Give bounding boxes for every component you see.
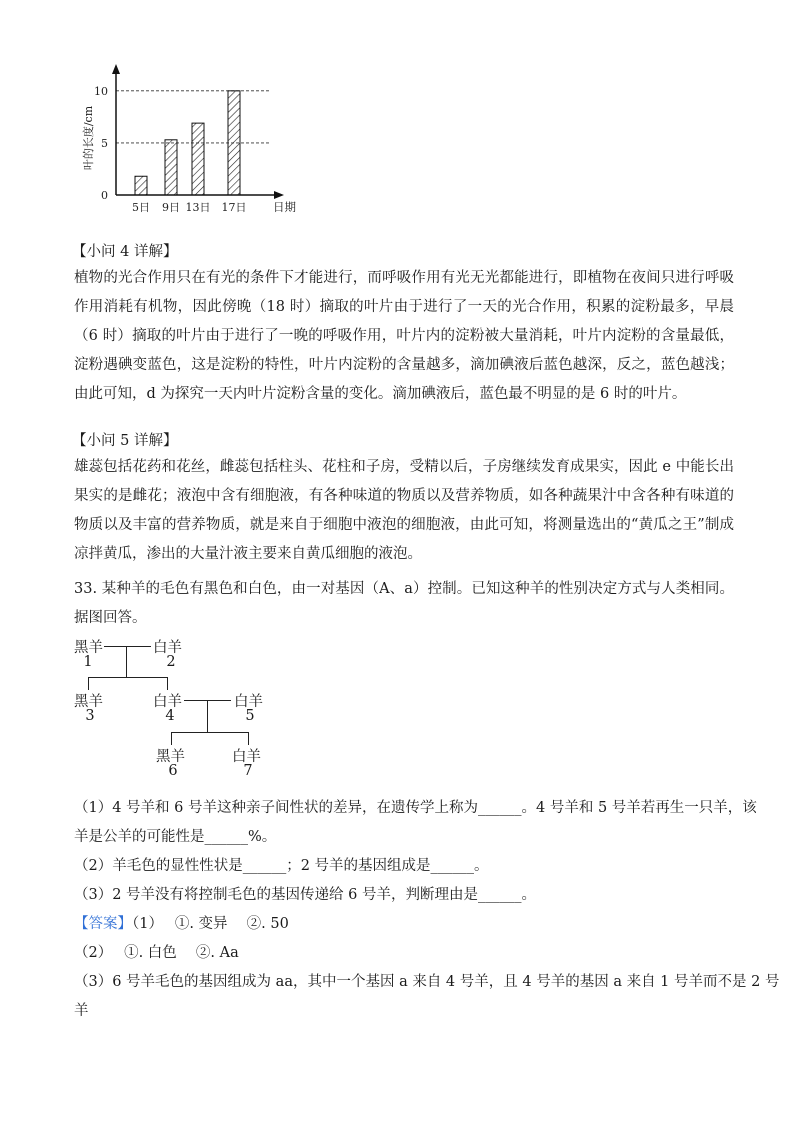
q33-stem: 33. 某种羊的毛色有黑色和白色，由一对基因（A、a）控制。已知这种羊的性别决定方式与人类相同。据图回答。: [74, 581, 734, 626]
y-ticks: [94, 85, 108, 202]
y-axis-arrow: [112, 64, 120, 74]
pedigree-node-6-label: 黑羊: [156, 749, 185, 765]
q33-sub3: （3）2 号羊没有将控制毛色的基因传递给 6 号羊，判断理由是______。: [74, 887, 537, 903]
child-line-4: [167, 677, 168, 690]
bar-9日: [165, 140, 177, 195]
section4-heading: 【小问 4 详解】: [72, 244, 178, 260]
section5-heading: 【小问 5 详解】: [72, 433, 178, 449]
x-axis-label: 日期: [273, 200, 296, 214]
bar-17日: [228, 91, 240, 195]
answer-line-1: [74, 913, 289, 935]
pedigree-node-6-number: 6: [168, 763, 178, 779]
pedigree-node-1-number: 1: [83, 654, 93, 670]
mate-line-1-2: [104, 646, 151, 647]
pedigree-node-5-number: 5: [245, 708, 255, 724]
x-tick-label: 17日: [221, 201, 247, 214]
y-tick-label: 5: [101, 136, 108, 150]
x-tick-label: 9日: [162, 201, 180, 214]
y-tick-label: 10: [94, 84, 108, 98]
pedigree-node-3-label: 黑羊: [74, 694, 103, 710]
q33-sub1-line2: 羊是公羊的可能性是______%。: [74, 829, 277, 845]
pedigree-node-3-number: 3: [85, 708, 95, 724]
pedigree-node-5-label: 白羊: [234, 694, 263, 710]
bar-5日: [135, 176, 147, 195]
answer-part-2: （2） ①. 白色 ②. Aa: [74, 945, 239, 961]
x-tick-label: 5日: [132, 201, 150, 214]
x-axis-arrow: [274, 191, 284, 199]
sibling-line-6-7: [171, 732, 249, 733]
pedigree-node-2-label: 白羊: [153, 640, 182, 656]
sibling-line-3-4: [88, 677, 168, 678]
q33-sub1-line1: （1）4 号羊和 6 号羊这种亲子间性状的差异，在遗传学上称为______。4 号羊和 5 号羊若再生一只羊，该: [74, 800, 757, 816]
pedigree-node-4-label: 白羊: [153, 694, 182, 710]
descent-line-4-5: [207, 700, 208, 733]
bar-13日: [192, 123, 204, 195]
child-line-7: [248, 732, 249, 745]
pedigree-node-4-number: 4: [165, 708, 175, 724]
answer-part-3-line2: 羊: [74, 1003, 89, 1019]
x-tick-label: 13日: [185, 201, 211, 214]
child-line-3: [88, 677, 89, 690]
answer-tag: 【答案】: [74, 916, 132, 932]
y-axis-label: 叶的长度/cm: [82, 105, 95, 171]
answer-part-3-line1: （3）6 号羊毛色的基因组成为 aa，其中一个基因 a 来自 4 号羊，且 4 号羊的基因 a 来自 1 号羊而不是 2 号: [74, 974, 780, 990]
answer-part-1: （1） ①. 变异 ②. 50: [132, 916, 289, 932]
pedigree-node-7-number: 7: [243, 763, 253, 779]
leaf-length-bar-chart: [70, 58, 310, 223]
child-line-6: [171, 732, 172, 745]
section5-text: 雄蕊包括花药和花丝，雌蕊包括柱头、花柱和子房，受精以后，子房继续发育成果实，因此 e 中能长出果实的是雌花；液泡中含有细胞液，有各种味道的物质以及营养物质，如各种蔬果汁中含各种有味道的物质以及丰富的营养物质，就是来自于细胞中液泡的细胞液，由此可知，将测量选出的“黄瓜之王”制成凉拌黄瓜，渗出的大量汁液主要来自黄瓜细胞的液泡。: [74, 459, 734, 562]
pedigree-node-7-label: 白羊: [232, 749, 261, 765]
y-tick-label: 0: [101, 189, 108, 202]
section4-text: 植物的光合作用只在有光的条件下才能进行，而呼吸作用有光无光都能进行，即植物在夜间只进行呼吸作用消耗有机物，因此傍晚（18 时）摘取的叶片由于进行了一天的光合作用，积累的淀粉最多，早晨（6 时）摘取的叶片由于进行了一晚的呼吸作用，叶片内的淀粉被大量消耗，叶片内淀粉的含量最低，淀粉遇碘变蓝色，这是淀粉的特性，叶片内淀粉的含量越多，滴加碘液后蓝色越深，反之，蓝色越浅；由此可知，d 为探究一天内叶片淀粉含量的变化。滴加碘液后，蓝色最不明显的是 6 时的叶片。: [74, 270, 734, 402]
descent-line-1-2: [126, 646, 127, 678]
x-tick-labels: [132, 201, 247, 214]
pedigree-node-2-number: 2: [166, 654, 176, 670]
pedigree-node-1-label: 黑羊: [74, 640, 103, 656]
q33-sub2: （2）羊毛色的显性性状是______；2 号羊的基因组成是______。: [74, 858, 489, 874]
